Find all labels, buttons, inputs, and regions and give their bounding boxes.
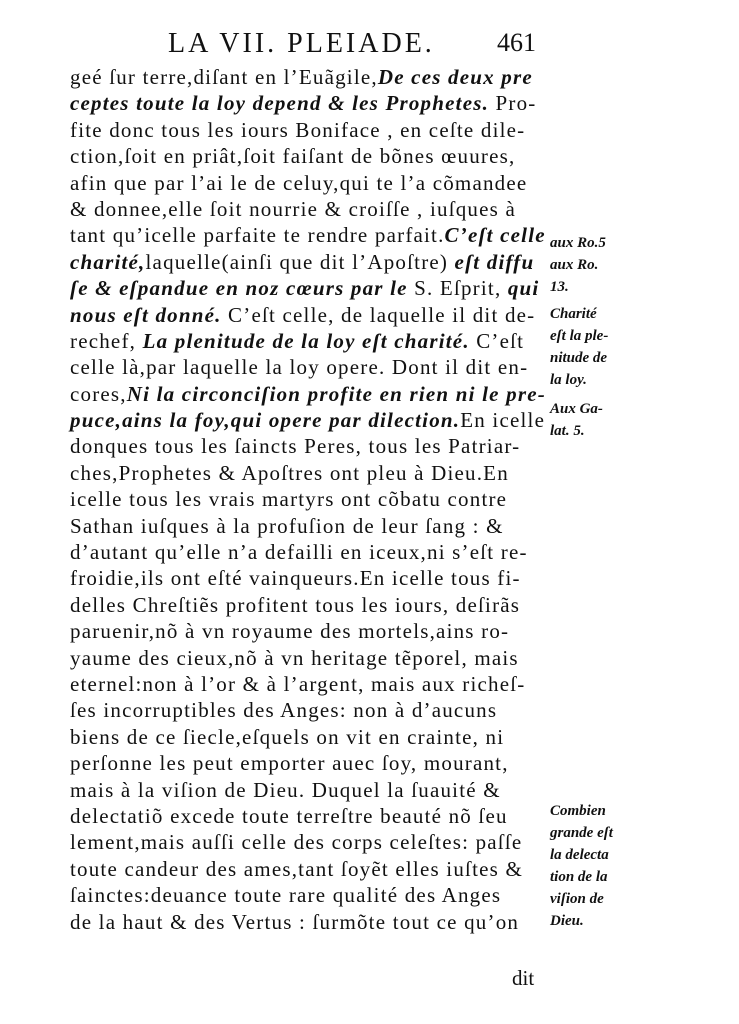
text-segment: fite donc tous les iours Boniface , en ceſte dile- [70,117,526,142]
text-line [70,275,550,301]
text-line [70,829,550,855]
text-segment: biens de ce ſiecle,eſquels on vit en crainte, ni [70,724,505,749]
text-line [70,618,550,644]
margin-note-line: la loy. [550,372,587,388]
italic-quotation: Ni la circonciſion profite en rien ni le pre- [126,381,546,406]
text-segment: delles Chreſtiẽs profitent tous les iours, deſirãs [70,592,521,617]
text-line [70,909,550,935]
italic-quotation: La plenitude de la loy eſt charité. [142,328,470,353]
text-line [70,750,550,776]
margin-note-line: aux Ro. [550,257,599,273]
margin-note-line: 13. [550,279,569,295]
text-line [70,856,550,882]
margin-note-galates [550,398,603,442]
text-line [70,803,550,829]
text-line [70,90,550,116]
text-line [70,170,550,196]
text-segment: ſes incorruptibles des Anges: non à d’aucuns [70,698,498,723]
margin-note-line: tion de la [550,869,608,885]
text-segment: d’autant qu’elle n’a defailli en iceux,ni s’eſt re- [70,540,528,565]
text-line [70,697,550,723]
italic-quotation: charité, [70,249,146,274]
italic-quotation: eſt diffu [448,249,535,274]
text-segment: donques tous les ſaincts Peres, tous les Patriar- [70,434,521,459]
text-segment: laquelle(ainſi que dit l’Apoſtre) [145,249,449,274]
text-segment: ſainctes:deuance toute rare qualité des Anges [70,883,502,908]
text-line [70,486,550,512]
text-segment: lement,mais auſſi celle des corps celeſtes: paſſe [70,830,523,855]
text-segment: paruenir,nõ à vn royaume des mortels,ains ro- [70,619,510,644]
text-line [70,117,550,143]
text-segment: cores, [70,381,127,406]
italic-quotation: De ces deux pre [377,65,533,89]
text-segment: delectatiõ excede toute terreſtre beauté nõ ſeu [70,803,508,828]
text-segment: geé ſur terre,diſant en l’Euãgile, [70,65,378,89]
italic-quotation: C’eſt celle [444,223,546,248]
italic-quotation: ſe & eſpandue en noz cœurs par le [70,276,408,301]
italic-quotation: qui [507,276,540,301]
text-line [70,460,550,486]
margin-note-line: lat. 5. [550,423,585,439]
text-segment: eternel:non à l’or & à l’argent, mais aux richeſ- [70,671,526,696]
text-line [70,354,550,380]
text-segment: mais à la viſion de Dieu. Duquel la ſuauité & [70,777,501,802]
main-text-column [70,64,550,935]
italic-quotation: puce,ains la foy,qui opere par dilection. [70,408,461,433]
text-segment: ction,ſoit en priât,ſoit faiſant de bõnes œuures, [70,144,516,169]
text-line [70,592,550,618]
margin-note-line: Charité [550,306,597,322]
margin-note-line: Dieu. [550,913,584,929]
text-segment: Sathan iuſques à la profuſion de leur ſang : & [70,513,504,538]
margin-note-line: grande eſt [550,825,613,841]
text-line [70,64,550,90]
margin-note-romans [550,232,606,298]
text-segment: perſonne les peut emporter auec ſoy, mourant, [70,751,509,776]
margin-note-combien [550,800,613,932]
text-segment: & donnee,elle ſoit nourrie & croiſſe , iuſques à [70,196,516,221]
text-line [70,249,550,275]
text-segment: afin que par l’ai le de celuy,qui te l’a cõmandee [70,170,528,195]
text-line [70,381,550,407]
text-segment: En icelle [460,408,546,433]
text-line [70,513,550,539]
margin-note-line: eſt la ple- [550,328,609,344]
page-header [0,28,739,64]
text-segment: S. Eſprit, [407,276,508,301]
text-line [70,645,550,671]
text-segment: yaume des cieux,nõ à vn heritage tẽporel, mais [70,645,519,670]
margin-note-line: Combien [550,803,606,819]
text-line [70,777,550,803]
text-line [70,328,550,354]
italic-quotation: ceptes toute la loy depend & les Prophetes. [70,91,490,116]
margin-note-line: viſion de [550,891,604,907]
text-line [70,222,550,248]
text-segment: froidie,ils ont eſté vainqueurs.En icelle tous fi- [70,566,521,591]
margin-note-line: la delecta [550,847,609,863]
catchword: dit [512,966,535,990]
text-line [70,882,550,908]
text-segment: icelle tous les vrais martyrs ont cõbatu contre [70,487,508,512]
text-line [70,565,550,591]
italic-quotation: nous eſt donné. [70,302,222,327]
text-segment: C’eſt [469,328,525,353]
text-segment: Pro- [489,91,537,116]
text-segment: tant qu’icelle parfaite te rendre parfait. [70,223,445,248]
text-line [70,433,550,459]
text-line [70,143,550,169]
page-number: 461 [497,28,536,57]
margin-note-line: nitude de [550,350,608,366]
margin-note-line: Aux Ga- [550,401,603,417]
text-line [70,302,550,328]
margin-note-line: aux Ro.5 [550,235,606,251]
text-segment: celle là,par laquelle la loy opere. Dont il dit en- [70,355,529,380]
text-segment: toute candeur des ames,tant ſoyẽt elles iuſtes & [70,856,523,881]
text-segment: C’eſt celle, de laquelle il dit de- [221,302,536,327]
text-segment: de la haut & des Vertus : ſurmõte tout ce qu’on [70,909,520,934]
text-line [70,196,550,222]
text-segment: rechef, [70,328,143,353]
text-line [70,539,550,565]
text-line [70,724,550,750]
margin-note-charite [550,303,608,391]
text-segment: ches,Prophetes & Apoſtres ont pleu à Dieu.En [70,460,509,485]
text-line [70,407,550,433]
text-line [70,671,550,697]
running-title: LA VII. PLEIADE. [168,28,435,59]
